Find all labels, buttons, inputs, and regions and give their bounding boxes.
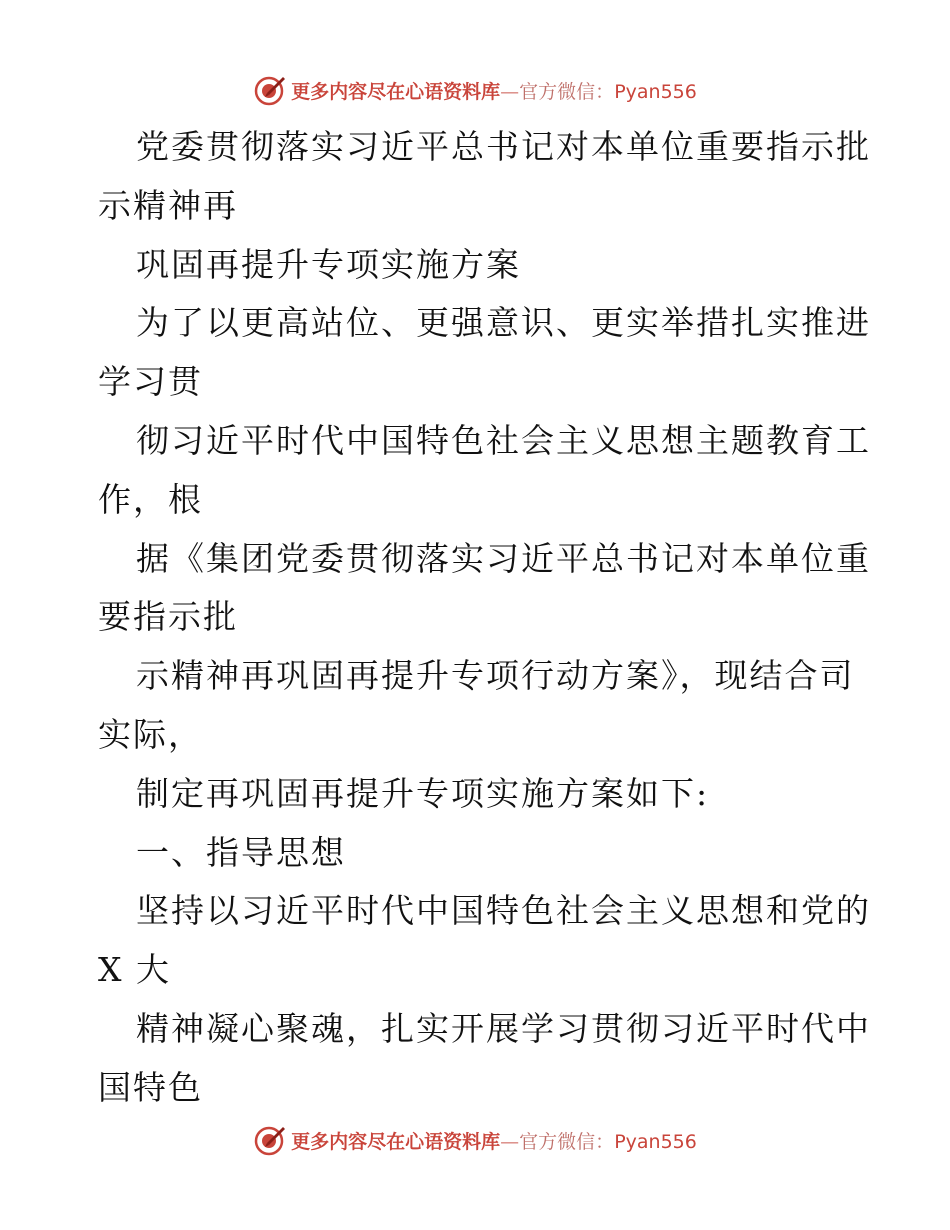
watermark-wechat-label: 官方微信： xyxy=(519,1130,615,1153)
pen-logo-icon xyxy=(253,1123,287,1157)
watermark-site: 更多内容尽在心语资料库 xyxy=(291,1130,501,1153)
text-line: 党委贯彻落实习近平总书记对本单位重要指示批 xyxy=(136,127,871,166)
watermark-site: 更多内容尽在心语资料库 xyxy=(291,80,501,103)
watermark-dash: — xyxy=(500,80,520,103)
watermark-wechat-id: Pyan556 xyxy=(614,1130,697,1153)
watermark-wechat-label: 官方微信： xyxy=(519,80,615,103)
text-line: X 大 xyxy=(98,950,171,990)
text-line: 彻习近平时代中国特色社会主义思想主题教育工 xyxy=(136,420,871,460)
watermark-footer xyxy=(0,1120,950,1160)
text-line: 据《集团党委贯彻落实习近平总书记对本单位重 xyxy=(136,538,871,578)
text-line: 国特色 xyxy=(98,1067,203,1107)
section-heading: 一、指导思想 xyxy=(136,832,346,872)
document-body xyxy=(98,118,871,1118)
text-line: 坚持以习近平时代中国特色社会主义思想和党的 xyxy=(136,891,871,931)
text-line: 示精神再巩固再提升专项行动方案》，现结合司 xyxy=(136,656,855,696)
document-title-line: 巩固再提升专项实施方案 xyxy=(136,244,521,284)
watermark-dash: — xyxy=(500,1130,520,1153)
text-line: 实际， xyxy=(98,714,203,754)
text-line: 制定再巩固再提升专项实施方案如下: xyxy=(136,773,710,813)
watermark-text xyxy=(291,1127,697,1154)
pen-logo-icon xyxy=(253,73,287,107)
text-line: 作，根 xyxy=(98,479,203,519)
watermark-text xyxy=(291,77,697,104)
text-line: 要指示批 xyxy=(98,597,238,637)
text-line: 示精神再 xyxy=(98,185,238,225)
text-line: 学习贯 xyxy=(98,362,203,402)
text-line: 为了以更高站位、更强意识、更实举措扎实推进 xyxy=(136,303,871,343)
watermark-header xyxy=(0,70,950,110)
watermark-wechat-id: Pyan556 xyxy=(614,80,697,103)
text-line: 精神凝心聚魂，扎实开展学习贯彻习近平时代中 xyxy=(136,1008,871,1048)
